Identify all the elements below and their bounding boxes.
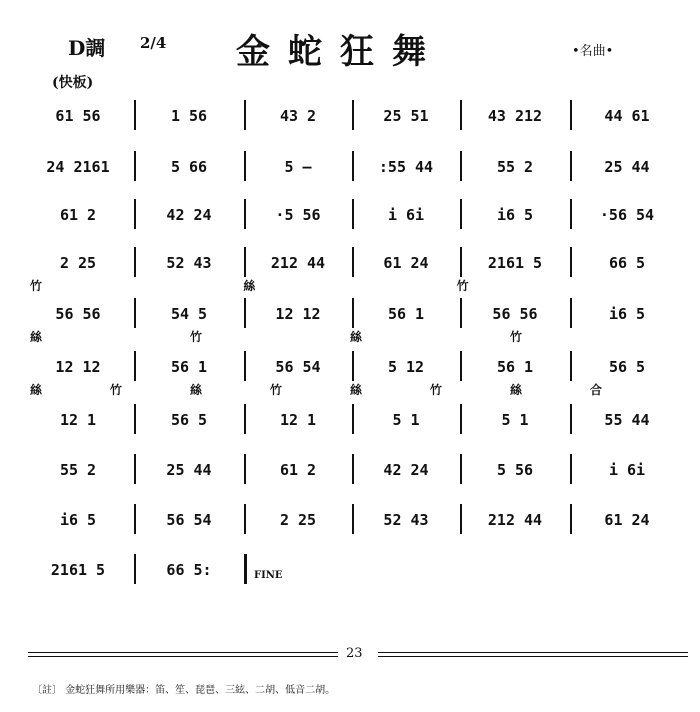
measure: 2 25	[279, 511, 317, 529]
instrument-cue: 竹	[430, 383, 443, 397]
page-title: 金蛇狂舞	[236, 32, 444, 72]
instrument-cue: 合	[590, 383, 603, 397]
footer-rule-left-2	[28, 656, 338, 657]
measure: 43 212	[487, 107, 543, 125]
measure: 5 12	[387, 358, 425, 376]
measure: 55 2	[59, 461, 97, 479]
measure: 25 51	[383, 107, 429, 125]
measure: 212 44	[487, 511, 543, 529]
measure: 52 43	[166, 254, 212, 272]
final-barline	[244, 554, 247, 584]
measure: 2161 5	[50, 561, 106, 579]
score-row	[22, 347, 684, 397]
footer-rule-left	[28, 652, 338, 653]
instrument-cue: 絲	[30, 383, 43, 397]
measure: i 6i	[387, 206, 425, 224]
measure: 66 5	[608, 254, 646, 272]
instrument-cue: 絲	[190, 383, 203, 397]
measure: 5 66	[170, 158, 208, 176]
time-signature: 2/4	[140, 34, 167, 52]
measure: 12 12	[55, 358, 101, 376]
measure: 61 24	[604, 511, 650, 529]
measure: 56 1	[387, 305, 425, 323]
instrument-cue: 絲	[350, 330, 363, 344]
footer-rule-right	[378, 652, 688, 653]
score-row	[22, 400, 684, 440]
score-row	[22, 500, 684, 540]
measure: 61 24	[383, 254, 429, 272]
measure: i6 5	[496, 206, 534, 224]
measure: 12 1	[59, 411, 97, 429]
instrument-cue: 竹	[510, 330, 523, 344]
measure: 56 1	[170, 358, 208, 376]
measure: 25 44	[604, 158, 650, 176]
measure: 5 1	[501, 411, 529, 429]
footer-rule-right-2	[378, 656, 688, 657]
instrument-cue: 竹	[456, 279, 469, 293]
measure: 5 1	[392, 411, 420, 429]
measure: 55 2	[496, 158, 534, 176]
instrument-cue: 絲	[30, 330, 43, 344]
measure: 56 56	[492, 305, 538, 323]
instrument-cue: 竹	[270, 383, 283, 397]
measure: i 6i	[608, 461, 646, 479]
measure: 25 44	[166, 461, 212, 479]
instrument-cue: 絲	[510, 383, 523, 397]
measure: 1 56	[170, 107, 208, 125]
measure: 2 25	[59, 254, 97, 272]
famous-tune-label: •名曲•	[572, 44, 614, 59]
measure: i6 5	[59, 511, 97, 529]
measure: 56 1	[496, 358, 534, 376]
measure: 56 5	[170, 411, 208, 429]
instrument-cue: 竹	[190, 330, 203, 344]
measure: 42 24	[166, 206, 212, 224]
measure: 61 2	[59, 206, 97, 224]
score-row	[22, 450, 684, 490]
measure: 55 44	[604, 411, 650, 429]
instrument-cue: 絲	[350, 383, 363, 397]
measure: 5 56	[496, 461, 534, 479]
measure: 54 5	[170, 305, 208, 323]
measure: :55 44	[378, 158, 434, 176]
tempo-marking: (快板)	[52, 75, 94, 91]
measure: 5 —	[284, 158, 312, 176]
measure: 56 54	[166, 511, 212, 529]
fine-marking: FINE	[254, 570, 283, 581]
score-row	[22, 550, 684, 590]
measure: 212 44	[270, 254, 326, 272]
measure: 2161 5	[487, 254, 543, 272]
key-signature: D調	[68, 36, 106, 60]
score-row	[22, 294, 684, 344]
measure: 56 5	[608, 358, 646, 376]
score-row	[22, 195, 684, 235]
score-row	[22, 243, 684, 293]
measure: 52 43	[383, 511, 429, 529]
measure: 66 5:	[166, 561, 212, 579]
measure: 56 56	[55, 305, 101, 323]
measure: 12 1	[279, 411, 317, 429]
instrument-footnote: 〔註〕 金蛇狂舞所用樂器：笛、笙、琵琶、三絃、二胡、低音二胡。	[32, 685, 336, 696]
measure: 43 2	[279, 107, 317, 125]
score-row	[22, 147, 684, 187]
score-row	[22, 96, 684, 136]
page-number: 23	[346, 646, 363, 661]
measure: 61 56	[55, 107, 101, 125]
measure: ·5 56	[275, 206, 321, 224]
measure: 61 2	[279, 461, 317, 479]
measure: 44 61	[604, 107, 650, 125]
measure: 24 2161	[46, 158, 110, 176]
instrument-cue: 竹	[30, 279, 43, 293]
measure: 42 24	[383, 461, 429, 479]
instrument-cue: 竹	[110, 383, 123, 397]
measure: i6 5	[608, 305, 646, 323]
measure: 12 12	[275, 305, 321, 323]
measure: ·56 54	[599, 206, 655, 224]
instrument-cue: 絲	[243, 279, 256, 293]
measure: 56 54	[275, 358, 321, 376]
